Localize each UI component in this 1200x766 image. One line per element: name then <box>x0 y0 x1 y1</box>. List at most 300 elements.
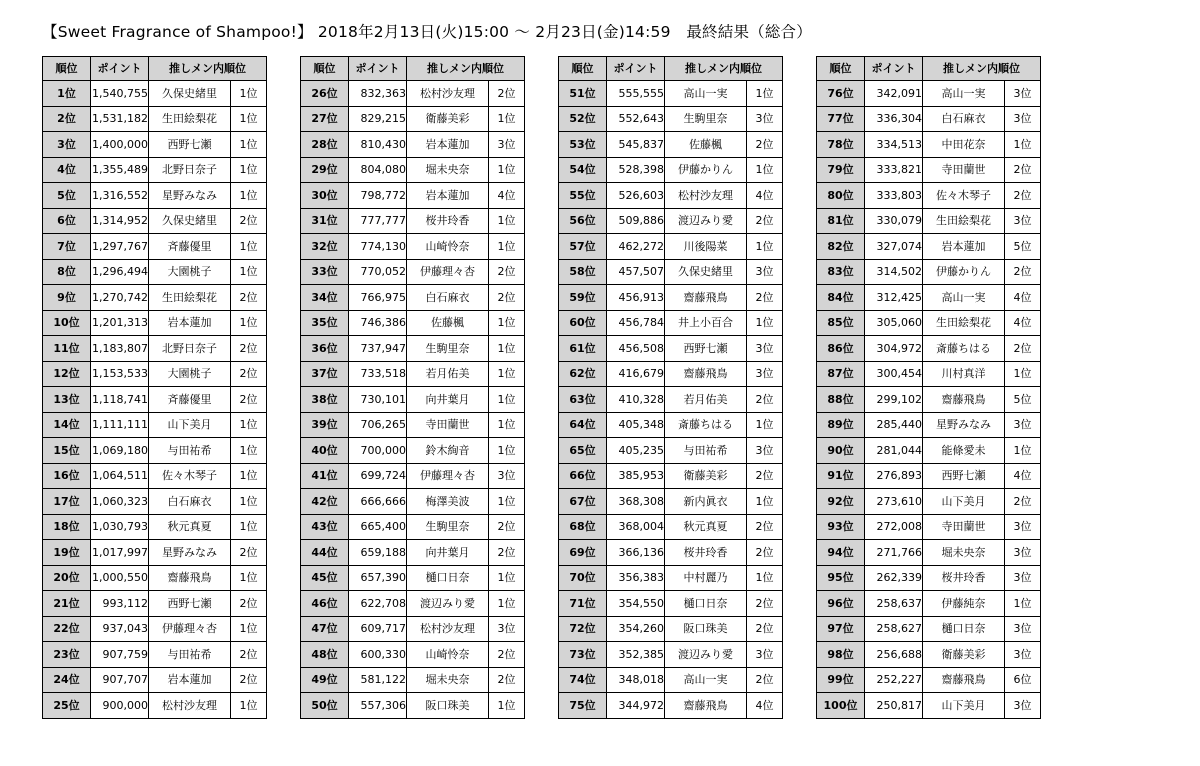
member-name-cell: 久保史緒里 <box>665 259 747 285</box>
points-cell: 665,400 <box>349 514 407 540</box>
rank-cell: 11位 <box>43 336 91 362</box>
table-row <box>817 387 1041 413</box>
rank-cell: 45位 <box>301 565 349 591</box>
member-name-cell: 樋口日奈 <box>407 565 489 591</box>
rank-cell: 72位 <box>559 616 607 642</box>
member-name-cell: 秋元真夏 <box>149 514 231 540</box>
member-name-cell: 高山一実 <box>923 285 1005 311</box>
member-rank-cell: 1位 <box>1005 438 1041 464</box>
rank-cell: 37位 <box>301 361 349 387</box>
rank-cell: 32位 <box>301 234 349 260</box>
points-cell: 368,004 <box>607 514 665 540</box>
rank-cell: 78位 <box>817 132 865 158</box>
member-name-cell: 岩本蓮加 <box>923 234 1005 260</box>
points-cell: 832,363 <box>349 81 407 107</box>
table-row <box>559 591 783 617</box>
rank-cell: 44位 <box>301 540 349 566</box>
points-header: ポイント <box>865 57 923 81</box>
rank-cell: 7位 <box>43 234 91 260</box>
table-row <box>43 361 267 387</box>
rank-cell: 54位 <box>559 157 607 183</box>
table-row <box>559 693 783 719</box>
member-rank-cell: 3位 <box>489 616 525 642</box>
member-rank-cell: 2位 <box>489 540 525 566</box>
points-cell: 699,724 <box>349 463 407 489</box>
points-cell: 348,018 <box>607 667 665 693</box>
table-row <box>43 438 267 464</box>
member-name-cell: 与田祐希 <box>665 438 747 464</box>
member-name-cell: 佐藤楓 <box>665 132 747 158</box>
member-name-cell: 西野七瀬 <box>665 336 747 362</box>
rank-cell: 76位 <box>817 81 865 107</box>
points-cell: 937,043 <box>91 616 149 642</box>
member-name-cell: 寺田蘭世 <box>923 157 1005 183</box>
member-name-cell: 鈴木絢音 <box>407 438 489 464</box>
table-row <box>301 285 525 311</box>
rank-cell: 20位 <box>43 565 91 591</box>
table-row <box>301 642 525 668</box>
points-cell: 252,227 <box>865 667 923 693</box>
rank-cell: 84位 <box>817 285 865 311</box>
rank-cell: 24位 <box>43 667 91 693</box>
rank-cell: 4位 <box>43 157 91 183</box>
rank-cell: 69位 <box>559 540 607 566</box>
header-row <box>301 57 525 81</box>
points-cell: 1,400,000 <box>91 132 149 158</box>
member-name-cell: 生田絵梨花 <box>149 106 231 132</box>
member-name-cell: 斎藤ちはる <box>923 336 1005 362</box>
rank-cell: 27位 <box>301 106 349 132</box>
member-rank-cell: 2位 <box>231 642 267 668</box>
points-cell: 385,953 <box>607 463 665 489</box>
rank-cell: 2位 <box>43 106 91 132</box>
member-rank-cell: 1位 <box>489 591 525 617</box>
table-row <box>301 361 525 387</box>
member-rank-cell: 1位 <box>231 438 267 464</box>
member-name-cell: 川村真洋 <box>923 361 1005 387</box>
table-row <box>817 616 1041 642</box>
member-name-cell: 生駒里奈 <box>665 106 747 132</box>
member-rank-cell: 1位 <box>489 157 525 183</box>
points-cell: 1,540,755 <box>91 81 149 107</box>
member-name-cell: 渡辺みり愛 <box>407 591 489 617</box>
points-cell: 545,837 <box>607 132 665 158</box>
member-rank-cell: 4位 <box>1005 285 1041 311</box>
member-name-cell: 松村沙友理 <box>665 183 747 209</box>
member-rank-cell: 2位 <box>747 387 783 413</box>
points-cell: 314,502 <box>865 259 923 285</box>
rank-header: 順位 <box>301 57 349 81</box>
points-cell: 262,339 <box>865 565 923 591</box>
table-row <box>43 234 267 260</box>
table-row <box>817 310 1041 336</box>
table-row <box>559 361 783 387</box>
member-rank-cell: 3位 <box>1005 81 1041 107</box>
points-cell: 1,297,767 <box>91 234 149 260</box>
rank-cell: 6位 <box>43 208 91 234</box>
member-rank-header: 推しメン内順位 <box>407 57 525 81</box>
points-header: ポイント <box>607 57 665 81</box>
member-rank-cell: 2位 <box>747 463 783 489</box>
table-row <box>43 693 267 719</box>
rank-cell: 21位 <box>43 591 91 617</box>
member-name-cell: 北野日奈子 <box>149 157 231 183</box>
member-rank-cell: 1位 <box>231 106 267 132</box>
rank-cell: 64位 <box>559 412 607 438</box>
points-cell: 798,772 <box>349 183 407 209</box>
table-row <box>817 157 1041 183</box>
member-name-cell: 大園桃子 <box>149 361 231 387</box>
table-row <box>559 336 783 362</box>
points-cell: 1,355,489 <box>91 157 149 183</box>
member-name-cell: 衛藤美彩 <box>665 463 747 489</box>
table-row <box>301 106 525 132</box>
member-name-cell: 北野日奈子 <box>149 336 231 362</box>
member-rank-cell: 1位 <box>231 489 267 515</box>
table-row <box>559 285 783 311</box>
table-row <box>43 616 267 642</box>
member-rank-cell: 2位 <box>747 591 783 617</box>
points-cell: 312,425 <box>865 285 923 311</box>
table-row <box>43 514 267 540</box>
points-cell: 456,784 <box>607 310 665 336</box>
member-rank-cell: 3位 <box>1005 106 1041 132</box>
table-row <box>43 387 267 413</box>
member-rank-cell: 1位 <box>231 310 267 336</box>
points-cell: 657,390 <box>349 565 407 591</box>
member-rank-cell: 1位 <box>489 489 525 515</box>
rank-cell: 9位 <box>43 285 91 311</box>
table-row <box>559 81 783 107</box>
rank-cell: 47位 <box>301 616 349 642</box>
table-row <box>43 157 267 183</box>
rank-cell: 65位 <box>559 438 607 464</box>
table-row <box>559 310 783 336</box>
points-cell: 1,153,533 <box>91 361 149 387</box>
rank-cell: 17位 <box>43 489 91 515</box>
table-row <box>559 106 783 132</box>
table-row <box>817 438 1041 464</box>
rank-cell: 28位 <box>301 132 349 158</box>
member-rank-cell: 1位 <box>489 693 525 719</box>
points-cell: 774,130 <box>349 234 407 260</box>
points-cell: 456,913 <box>607 285 665 311</box>
table-row <box>817 81 1041 107</box>
rank-cell: 60位 <box>559 310 607 336</box>
member-rank-cell: 4位 <box>1005 463 1041 489</box>
member-name-cell: 佐藤楓 <box>407 310 489 336</box>
points-header: ポイント <box>91 57 149 81</box>
member-name-cell: 久保史緒里 <box>149 208 231 234</box>
table-row <box>301 310 525 336</box>
rank-cell: 81位 <box>817 208 865 234</box>
member-name-cell: 星野みなみ <box>149 183 231 209</box>
rank-cell: 53位 <box>559 132 607 158</box>
table-row <box>43 81 267 107</box>
member-rank-cell: 2位 <box>231 208 267 234</box>
member-name-cell: 樋口日奈 <box>665 591 747 617</box>
member-rank-cell: 4位 <box>747 693 783 719</box>
table-row <box>559 514 783 540</box>
member-name-cell: 桜井玲香 <box>665 540 747 566</box>
points-cell: 356,383 <box>607 565 665 591</box>
rank-cell: 39位 <box>301 412 349 438</box>
table-row <box>301 667 525 693</box>
member-name-cell: 寺田蘭世 <box>923 514 1005 540</box>
member-rank-cell: 5位 <box>1005 387 1041 413</box>
table-row <box>559 540 783 566</box>
table-row <box>559 642 783 668</box>
member-rank-cell: 1位 <box>231 412 267 438</box>
points-cell: 344,972 <box>607 693 665 719</box>
rank-cell: 58位 <box>559 259 607 285</box>
table-row <box>817 106 1041 132</box>
member-name-cell: 伊藤かりん <box>923 259 1005 285</box>
table-row <box>301 463 525 489</box>
points-cell: 457,507 <box>607 259 665 285</box>
points-cell: 1,030,793 <box>91 514 149 540</box>
table-row <box>817 591 1041 617</box>
member-rank-cell: 3位 <box>1005 208 1041 234</box>
member-rank-cell: 1位 <box>489 208 525 234</box>
member-rank-cell: 3位 <box>1005 540 1041 566</box>
rank-cell: 55位 <box>559 183 607 209</box>
member-rank-cell: 1位 <box>231 81 267 107</box>
points-cell: 552,643 <box>607 106 665 132</box>
rank-header: 順位 <box>559 57 607 81</box>
member-rank-cell: 1位 <box>489 361 525 387</box>
header-row <box>43 57 267 81</box>
member-rank-cell: 2位 <box>231 387 267 413</box>
member-rank-cell: 1位 <box>231 234 267 260</box>
table-row <box>301 412 525 438</box>
table-row <box>559 259 783 285</box>
member-name-cell: 高山一実 <box>665 667 747 693</box>
table-row <box>43 540 267 566</box>
points-cell: 1,270,742 <box>91 285 149 311</box>
rank-cell: 15位 <box>43 438 91 464</box>
points-cell: 555,555 <box>607 81 665 107</box>
rank-cell: 35位 <box>301 310 349 336</box>
points-cell: 1,017,997 <box>91 540 149 566</box>
member-name-cell: 伊藤理々杏 <box>407 463 489 489</box>
rank-cell: 26位 <box>301 81 349 107</box>
table-row <box>301 565 525 591</box>
table-row <box>43 132 267 158</box>
member-rank-cell: 1位 <box>489 438 525 464</box>
member-rank-cell: 1位 <box>231 463 267 489</box>
member-rank-cell: 1位 <box>747 565 783 591</box>
member-rank-cell: 3位 <box>747 259 783 285</box>
member-rank-cell: 2位 <box>1005 489 1041 515</box>
rank-cell: 62位 <box>559 361 607 387</box>
member-rank-cell: 1位 <box>747 81 783 107</box>
member-name-cell: 山下美月 <box>923 489 1005 515</box>
member-name-cell: 斎藤ちはる <box>665 412 747 438</box>
member-rank-cell: 2位 <box>231 336 267 362</box>
member-rank-cell: 3位 <box>747 642 783 668</box>
member-name-cell: 岩本蓮加 <box>149 667 231 693</box>
table-row <box>301 234 525 260</box>
points-cell: 907,759 <box>91 642 149 668</box>
member-name-cell: 岩本蓮加 <box>149 310 231 336</box>
ranking-tables <box>42 56 1192 746</box>
member-rank-cell: 1位 <box>231 693 267 719</box>
points-cell: 1,316,552 <box>91 183 149 209</box>
table-row <box>301 514 525 540</box>
member-rank-cell: 2位 <box>489 667 525 693</box>
rank-cell: 29位 <box>301 157 349 183</box>
member-rank-cell: 4位 <box>1005 310 1041 336</box>
table-row <box>43 463 267 489</box>
table-row <box>43 259 267 285</box>
rank-cell: 90位 <box>817 438 865 464</box>
table-row <box>559 183 783 209</box>
table-row <box>817 336 1041 362</box>
points-cell: 777,777 <box>349 208 407 234</box>
member-rank-cell: 3位 <box>747 438 783 464</box>
points-cell: 336,304 <box>865 106 923 132</box>
member-name-cell: 星野みなみ <box>149 540 231 566</box>
table-row <box>559 234 783 260</box>
table-row <box>817 693 1041 719</box>
member-rank-header: 推しメン内順位 <box>149 57 267 81</box>
points-cell: 405,348 <box>607 412 665 438</box>
member-rank-cell: 1位 <box>489 387 525 413</box>
rank-cell: 49位 <box>301 667 349 693</box>
table-row <box>301 693 525 719</box>
rank-cell: 96位 <box>817 591 865 617</box>
member-name-cell: 山崎怜奈 <box>407 642 489 668</box>
rank-cell: 14位 <box>43 412 91 438</box>
member-rank-cell: 2位 <box>747 132 783 158</box>
points-cell: 659,188 <box>349 540 407 566</box>
member-rank-cell: 3位 <box>489 463 525 489</box>
header-row <box>559 57 783 81</box>
table-row <box>301 183 525 209</box>
points-cell: 1,531,182 <box>91 106 149 132</box>
rank-cell: 66位 <box>559 463 607 489</box>
table-row <box>559 132 783 158</box>
rank-cell: 25位 <box>43 693 91 719</box>
points-cell: 907,707 <box>91 667 149 693</box>
member-rank-cell: 1位 <box>231 132 267 158</box>
member-rank-cell: 3位 <box>1005 565 1041 591</box>
points-cell: 352,385 <box>607 642 665 668</box>
member-name-cell: 伊藤かりん <box>665 157 747 183</box>
member-rank-cell: 3位 <box>1005 412 1041 438</box>
table-row <box>817 234 1041 260</box>
member-name-cell: 桜井玲香 <box>923 565 1005 591</box>
points-cell: 405,235 <box>607 438 665 464</box>
rank-cell: 71位 <box>559 591 607 617</box>
member-name-cell: 白石麻衣 <box>407 285 489 311</box>
member-rank-cell: 1位 <box>231 183 267 209</box>
points-cell: 327,074 <box>865 234 923 260</box>
member-name-cell: 生田絵梨花 <box>923 208 1005 234</box>
table-row <box>43 667 267 693</box>
rank-cell: 79位 <box>817 157 865 183</box>
member-name-cell: 能條愛未 <box>923 438 1005 464</box>
points-cell: 766,975 <box>349 285 407 311</box>
rank-cell: 91位 <box>817 463 865 489</box>
member-rank-cell: 3位 <box>1005 642 1041 668</box>
member-rank-cell: 3位 <box>747 106 783 132</box>
member-rank-cell: 2位 <box>1005 157 1041 183</box>
rank-cell: 93位 <box>817 514 865 540</box>
ranking-table-76-100 <box>816 56 1041 719</box>
points-cell: 250,817 <box>865 693 923 719</box>
rank-cell: 92位 <box>817 489 865 515</box>
member-rank-cell: 1位 <box>489 565 525 591</box>
ranking-table-1-25 <box>42 56 267 719</box>
table-row <box>817 412 1041 438</box>
member-name-cell: 堀未央奈 <box>923 540 1005 566</box>
member-rank-cell: 3位 <box>1005 693 1041 719</box>
table-row <box>301 259 525 285</box>
rank-cell: 68位 <box>559 514 607 540</box>
member-name-cell: 齋藤飛鳥 <box>665 693 747 719</box>
member-rank-cell: 1位 <box>231 157 267 183</box>
table-row <box>817 514 1041 540</box>
points-cell: 622,708 <box>349 591 407 617</box>
member-rank-cell: 4位 <box>747 183 783 209</box>
points-cell: 304,972 <box>865 336 923 362</box>
member-rank-header: 推しメン内順位 <box>665 57 783 81</box>
member-rank-cell: 5位 <box>1005 234 1041 260</box>
member-rank-cell: 2位 <box>747 208 783 234</box>
rank-cell: 99位 <box>817 667 865 693</box>
member-name-cell: 松村沙友理 <box>149 693 231 719</box>
rank-cell: 42位 <box>301 489 349 515</box>
table-row <box>301 616 525 642</box>
member-rank-cell: 3位 <box>1005 514 1041 540</box>
points-cell: 609,717 <box>349 616 407 642</box>
member-rank-cell: 2位 <box>747 540 783 566</box>
table-row <box>817 361 1041 387</box>
member-rank-cell: 2位 <box>489 514 525 540</box>
points-cell: 1,064,511 <box>91 463 149 489</box>
member-name-cell: 松村沙友理 <box>407 81 489 107</box>
member-name-cell: 若月佑美 <box>407 361 489 387</box>
member-rank-cell: 1位 <box>489 336 525 362</box>
member-rank-cell: 2位 <box>489 81 525 107</box>
member-name-cell: 衛藤美彩 <box>407 106 489 132</box>
points-cell: 416,679 <box>607 361 665 387</box>
table-row <box>43 489 267 515</box>
ranking-table-51-75 <box>558 56 783 719</box>
member-name-cell: 若月佑美 <box>665 387 747 413</box>
member-rank-cell: 2位 <box>747 667 783 693</box>
rank-cell: 85位 <box>817 310 865 336</box>
rank-cell: 8位 <box>43 259 91 285</box>
member-name-cell: 佐々木琴子 <box>923 183 1005 209</box>
points-cell: 1,314,952 <box>91 208 149 234</box>
table-row <box>43 642 267 668</box>
points-cell: 333,803 <box>865 183 923 209</box>
rank-cell: 89位 <box>817 412 865 438</box>
table-row <box>43 412 267 438</box>
member-name-cell: 伊藤理々杏 <box>149 616 231 642</box>
member-rank-cell: 1位 <box>489 412 525 438</box>
rank-cell: 46位 <box>301 591 349 617</box>
rank-cell: 61位 <box>559 336 607 362</box>
member-name-cell: 西野七瀬 <box>149 132 231 158</box>
rank-cell: 52位 <box>559 106 607 132</box>
member-name-cell: 新内眞衣 <box>665 489 747 515</box>
points-cell: 462,272 <box>607 234 665 260</box>
member-name-cell: 山下美月 <box>149 412 231 438</box>
